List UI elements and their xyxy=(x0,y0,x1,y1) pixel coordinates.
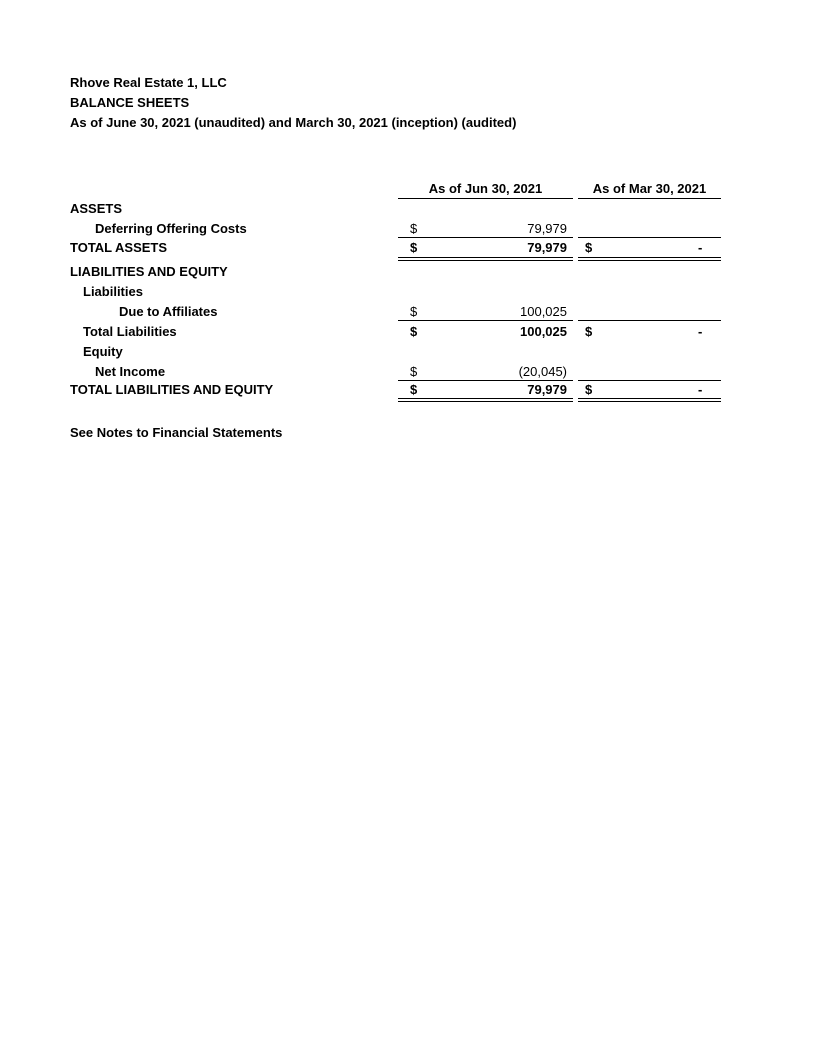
subsection-equity: Equity xyxy=(83,344,123,359)
currency-symbol: $ xyxy=(410,324,418,339)
total-double-rule xyxy=(578,398,721,402)
subtotal-rule xyxy=(398,320,573,321)
value-deferring-offering-costs-jun: 79,979 xyxy=(527,221,567,236)
subtotal-rule xyxy=(578,237,721,238)
value-total-liabilities-and-equity-mar: - xyxy=(698,382,703,397)
currency-symbol: $ xyxy=(410,382,418,397)
total-double-rule xyxy=(398,257,573,261)
currency-symbol: $ xyxy=(585,382,593,397)
currency-symbol: $ xyxy=(410,240,418,255)
section-liabilities-and-equity: LIABILITIES AND EQUITY xyxy=(70,264,228,279)
currency-symbol: $ xyxy=(410,364,418,379)
row-label-net-income: Net Income xyxy=(95,364,166,379)
value-due-to-affiliates-jun: 100,025 xyxy=(520,304,567,319)
currency-symbol: $ xyxy=(410,304,418,319)
subtotal-rule xyxy=(578,380,721,381)
company-name: Rhove Real Estate 1, LLC xyxy=(70,75,227,90)
column-header-underline xyxy=(578,198,721,199)
total-double-rule xyxy=(398,398,573,402)
statement-period: As of June 30, 2021 (unaudited) and March 30, 2021 (inception) (audited) xyxy=(70,115,517,130)
section-assets: ASSETS xyxy=(70,201,123,216)
value-total-assets-mar: - xyxy=(698,240,703,255)
subtotal-rule xyxy=(578,320,721,321)
row-label-total-liabilities-and-equity: TOTAL LIABILITIES AND EQUITY xyxy=(70,382,274,397)
value-total-liabilities-mar: - xyxy=(698,324,703,339)
row-label-deferring-offering-costs: Deferring Offering Costs xyxy=(95,221,247,236)
value-net-income-jun: (20,045) xyxy=(518,364,567,379)
subtotal-rule xyxy=(398,237,573,238)
currency-symbol: $ xyxy=(410,221,418,236)
column-header-mar-2021: As of Mar 30, 2021 xyxy=(592,181,707,196)
statement-title: BALANCE SHEETS xyxy=(70,95,190,110)
subsection-liabilities: Liabilities xyxy=(83,284,143,299)
column-header-jun-2021: As of Jun 30, 2021 xyxy=(428,181,543,196)
value-total-liabilities-jun: 100,025 xyxy=(520,324,567,339)
total-double-rule xyxy=(578,257,721,261)
subtotal-rule xyxy=(398,380,573,381)
currency-symbol: $ xyxy=(585,240,593,255)
currency-symbol: $ xyxy=(585,324,593,339)
row-label-total-assets: TOTAL ASSETS xyxy=(70,240,168,255)
footnote: See Notes to Financial Statements xyxy=(70,425,283,440)
column-header-underline xyxy=(398,198,573,199)
value-total-assets-jun: 79,979 xyxy=(527,240,567,255)
row-label-due-to-affiliates: Due to Affiliates xyxy=(119,304,218,319)
row-label-total-liabilities: Total Liabilities xyxy=(83,324,177,339)
value-total-liabilities-and-equity-jun: 79,979 xyxy=(527,382,567,397)
